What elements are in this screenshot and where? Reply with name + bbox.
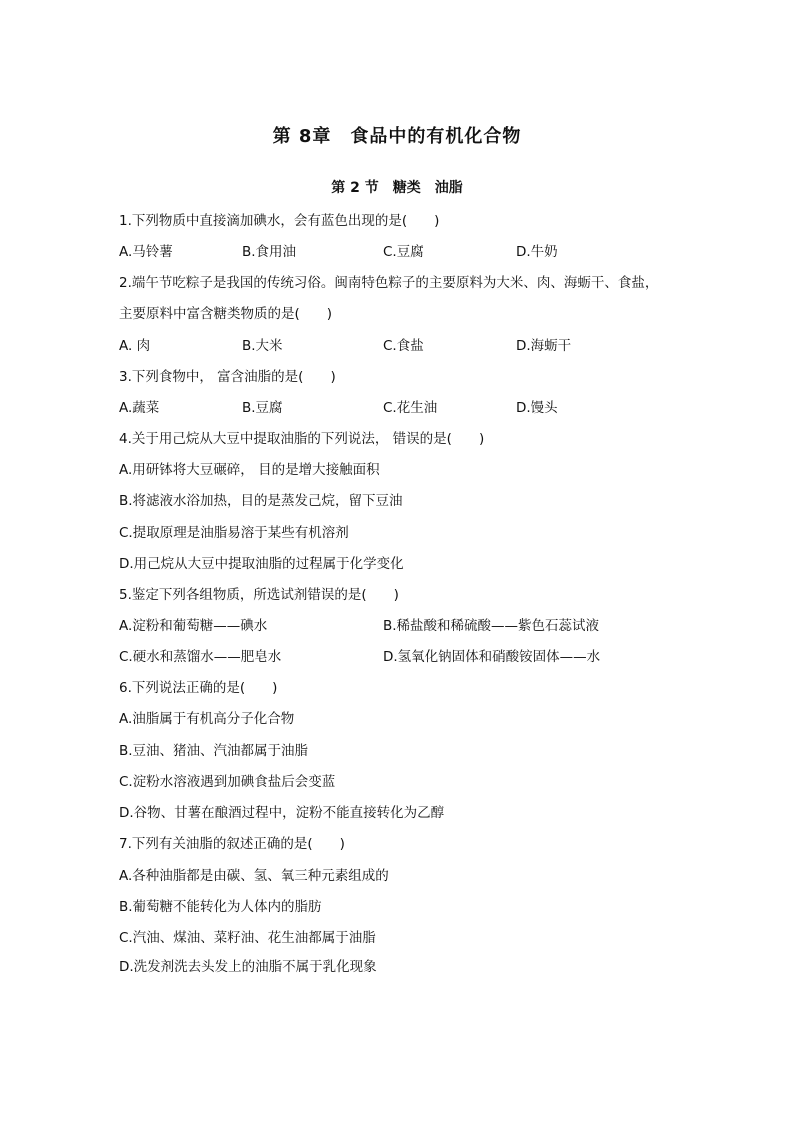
question-2-stem-line-1: 2.端午节吃粽子是我国的传统习俗。闽南特色粽子的主要原料为大米、肉、海蛎干、食盐，: [119, 275, 659, 291]
question-3-option-a: A.蔬菜: [119, 400, 160, 416]
question-7-stem: 7.下列有关油脂的叙述正确的是( ): [119, 836, 345, 852]
question-1-option-b: B.食用油: [242, 244, 297, 260]
question-5-option-a: A.淀粉和葡萄糖——碘水: [119, 618, 268, 634]
question-3-stem: 3.下列食物中， 富含油脂的是( ): [119, 369, 336, 385]
question-6-option-a: A.油脂属于有机高分子化合物: [119, 711, 295, 727]
question-1-option-d: D.牛奶: [516, 244, 558, 260]
question-5-stem: 5.鉴定下列各组物质，所选试剂错误的是( ): [119, 587, 399, 603]
question-1-option-a: A.马铃薯: [119, 244, 173, 260]
question-2-option-a: A. 肉: [119, 338, 151, 354]
question-2-option-d: D.海蛎干: [516, 338, 572, 354]
question-2-option-b: B.大米: [242, 338, 283, 354]
question-4-option-b: B.将滤液水浴加热，目的是蒸发己烷，留下豆油: [119, 493, 403, 509]
question-7-option-b: B.葡萄糖不能转化为人体内的脂肪: [119, 899, 322, 915]
question-6-option-b: B.豆油、猪油、汽油都属于油脂: [119, 743, 309, 759]
question-3-option-b: B.豆腐: [242, 400, 283, 416]
chapter-title: 第 8章 食品中的有机化合物: [272, 126, 522, 147]
question-3-option-c: C.花生油: [383, 400, 438, 416]
question-4-stem: 4.关于用己烷从大豆中提取油脂的下列说法， 错误的是( ): [119, 431, 485, 447]
question-2-option-c: C.食盐: [383, 338, 424, 354]
question-5-option-c: C.硬水和蒸馏水——肥皂水: [119, 649, 282, 665]
question-5-option-b: B.稀盐酸和稀硫酸——紫色石蕊试液: [383, 618, 600, 634]
question-1-option-c: C.豆腐: [383, 244, 424, 260]
question-5-option-d: D.氢氧化钠固体和硝酸铵固体——水: [383, 649, 601, 665]
question-7-option-a: A.各种油脂都是由碳、氢、氧三种元素组成的: [119, 868, 389, 884]
section-title: 第 2 节 糖类 油脂: [331, 180, 463, 196]
question-6-stem: 6.下列说法正确的是( ): [119, 680, 278, 696]
question-4-option-c: C.提取原理是油脂易溶于某些有机溶剂: [119, 525, 349, 541]
question-7-option-c: C.汽油、煤油、菜籽油、花生油都属于油脂: [119, 930, 376, 946]
question-2-stem-line-2: 主要原料中富含糖类物质的是( ): [119, 306, 333, 322]
question-6-option-d: D.谷物、甘薯在酿酒过程中，淀粉不能直接转化为乙醇: [119, 805, 445, 821]
question-6-option-c: C.淀粉水溶液遇到加碘食盐后会变蓝: [119, 774, 336, 790]
question-3-option-d: D.馒头: [516, 400, 558, 416]
question-1-stem: 1.下列物质中直接滴加碘水，会有蓝色出现的是( ): [119, 213, 440, 229]
question-4-option-a: A.用研钵将大豆碾碎， 目的是增大接触面积: [119, 462, 380, 478]
question-4-option-d: D.用己烷从大豆中提取油脂的过程属于化学变化: [119, 556, 404, 572]
question-7-option-d: D.洗发剂洗去头发上的油脂不属于乳化现象: [119, 959, 377, 975]
